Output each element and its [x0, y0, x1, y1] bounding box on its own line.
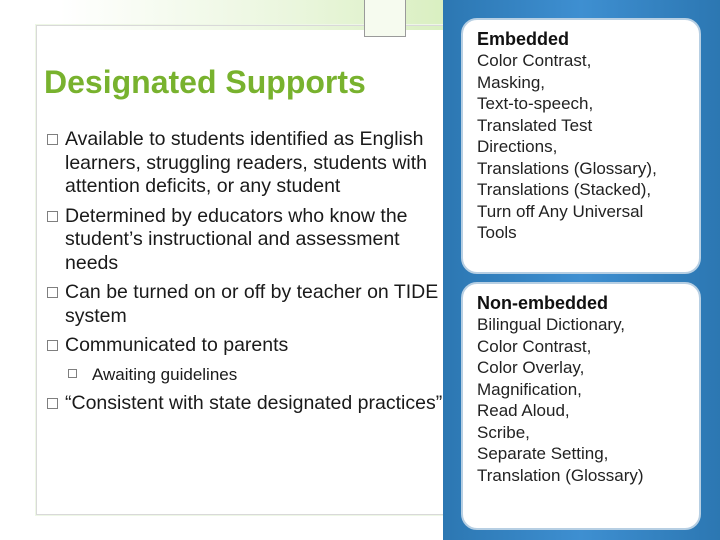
bullet-item [46, 205, 446, 276]
bullet-text: Communicated to parents [65, 334, 289, 356]
sub-bullet-text: Awaiting guidelines [92, 364, 238, 384]
non-embedded-card [461, 282, 701, 530]
checkbox-bullet-icon [47, 134, 58, 145]
bullet-item [46, 334, 446, 358]
bullet-item [46, 392, 446, 416]
corner-decoration [364, 0, 406, 37]
non-embedded-title: Non-embedded [477, 293, 609, 313]
non-embedded-item: Translation (Glossary) [477, 465, 644, 485]
non-embedded-item: Magnification, [477, 379, 582, 399]
non-embedded-item: Separate Setting, [477, 444, 609, 463]
bullet-item [46, 281, 446, 328]
checkbox-bullet-icon [68, 369, 77, 378]
checkbox-bullet-icon [47, 398, 58, 409]
non-embedded-item: Scribe, [477, 422, 530, 442]
bullet-item [46, 128, 446, 199]
non-embedded-item: Read Aloud, [477, 401, 570, 420]
embedded-item: Text-to-speech, [477, 94, 594, 113]
bullet-list [46, 128, 446, 421]
bullet-text: Available to students identified as English learners, struggling readers, students with attention deficits, or any student [65, 128, 428, 197]
embedded-item: Translations (Glossary), [477, 158, 657, 178]
embedded-item: Color Contrast, [477, 51, 592, 70]
embedded-item: Translations (Stacked), [477, 180, 652, 199]
checkbox-bullet-icon [47, 287, 58, 298]
slide-title: Designated Supports [44, 64, 366, 100]
bullet-text: “Consistent with state designated practices” [65, 391, 443, 414]
embedded-item: Masking, [477, 72, 546, 92]
checkbox-bullet-icon [47, 211, 58, 222]
non-embedded-item: Color Overlay, [477, 358, 585, 377]
embedded-item: Tools [477, 223, 517, 242]
bullet-text: Determined by educators who know the student’s instructional and assessment needs [65, 204, 408, 274]
checkbox-bullet-icon [47, 340, 58, 351]
embedded-card [461, 18, 701, 274]
embedded-item: Translated Test [477, 115, 593, 135]
sub-bullet-item [46, 364, 446, 386]
bullet-text: Can be turned on or off by teacher on TIDE system [65, 281, 439, 327]
non-embedded-item: Bilingual Dictionary, [477, 315, 626, 334]
embedded-item: Turn off Any Universal [477, 201, 644, 221]
embedded-item: Directions, [477, 137, 558, 156]
embedded-title: Embedded [477, 29, 570, 49]
non-embedded-item: Color Contrast, [477, 336, 592, 356]
